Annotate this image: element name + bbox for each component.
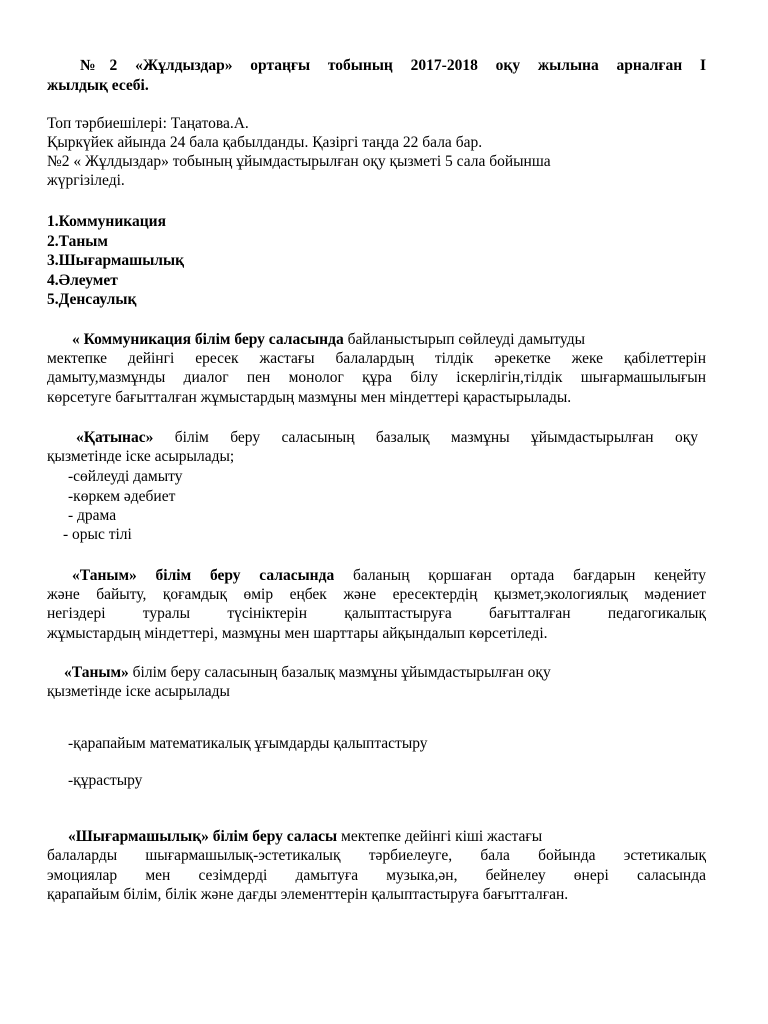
tanym-paragraph-line-3: негіздері туралы түсініктерін қалыптастыруға бағытталған педагогикалық [47, 605, 706, 622]
list-item: -қарапайым математикалық ұғымдарды қалыптастыру [68, 735, 428, 752]
creativity-paragraph-line-2: балаларды шығармашылық-эстетикалық тәрбиелеуге, бала бойында эстетикалық [47, 847, 706, 864]
creativity-heading: «Шығармашылық» білім беру саласы [68, 828, 338, 845]
teachers-line: Топ тәрбиешілері: Таңатова.А. [47, 115, 249, 132]
tanym-paragraph-line-4: жұмыстардың міндеттері, мазмұны мен шарттары айқындалып көрсетіледі. [47, 625, 548, 642]
tanym-base-line-2: қызметінде іске асырылады [47, 683, 230, 700]
tanym-base-heading: «Таным» [64, 664, 129, 681]
group-activity-line-2: жүргізіледі. [47, 172, 125, 189]
tanym-base-text: білім беру саласының базалық мазмұны ұйымдастырылған оқу [128, 664, 551, 681]
communication-paragraph-line-3: дамыту,мазмұнды диалог пен монолог құра білу іскерлігін,тілдік шығармашылығын [47, 369, 706, 386]
list-item: -құрастыру [68, 772, 143, 789]
tanym-paragraph-line-2: және байыту, қоғамдық өмір еңбек және ересектердің қызмет,экологиялық мәдениет [47, 586, 706, 603]
list-item: - орыс тілі [63, 526, 132, 543]
document-title-line-1: №2 «Жұлдыздар» ортаңғы тобының 2017-2018 оқу жылына арналған I [80, 57, 706, 74]
tanym-base-line-1 [64, 663, 551, 683]
communication-paragraph-line-1 [72, 330, 585, 350]
area-item: 3.Шығармашылық [47, 252, 185, 269]
katynas-paragraph-line-1 [76, 428, 698, 448]
list-item: - драма [68, 507, 117, 524]
katynas-text: білім беру саласының базалық мазмұны ұйымдастырылған оқу [153, 429, 698, 446]
tanym-paragraph-line-1 [72, 566, 706, 586]
group-activity-line: №2 « Жұлдыздар» тобының ұйымдастырылған оқу қызметі 5 сала бойынша [47, 153, 551, 170]
area-item: 2.Таным [47, 233, 108, 250]
creativity-text: мектепке дейінгі кіші жастағы [337, 828, 543, 845]
area-item: 4.Әлеумет [47, 272, 118, 289]
communication-text: байланыстырып сөйлеуді дамытуды [343, 331, 586, 348]
area-item: 1.Коммуникация [47, 213, 166, 230]
katynas-paragraph-line-2: қызметінде іске асырылады; [47, 448, 235, 465]
admission-line: Қыркүйек айында 24 бала қабылданды. Қазіргі таңда 22 бала бар. [47, 134, 483, 151]
list-item: -сөйлеуді дамыту [68, 468, 183, 485]
communication-heading: « Коммуникация білім беру саласында [72, 331, 344, 348]
tanym-heading: «Таным» білім беру саласында [72, 567, 335, 584]
communication-paragraph-line-4: көрсетуге бағытталған жұмыстардың мазмұны мен міндеттері қарастырылады. [47, 389, 572, 406]
document-title-line-2: жылдық есебі. [47, 77, 149, 94]
tanym-text: баланың қоршаған ортада бағдарын кеңейту [334, 567, 706, 584]
creativity-paragraph-line-4: қарапайым білім, білік және дағды элементтерін қалыптастыруға бағытталған. [47, 886, 569, 903]
creativity-paragraph-line-3: эмоциялар мен сезімдерді дамытуға музыка,ән, бейнелеу өнері саласында [47, 867, 706, 884]
creativity-paragraph-line-1 [68, 827, 542, 847]
communication-paragraph-line-2: мектепке дейінгі ересек жастағы балалардың тілдік әрекетке жеке қабілеттерін [47, 350, 706, 367]
katynas-heading: «Қатынас» [76, 429, 154, 446]
list-item: -көркем әдебиет [68, 488, 176, 505]
area-item: 5.Денсаулық [47, 291, 137, 308]
